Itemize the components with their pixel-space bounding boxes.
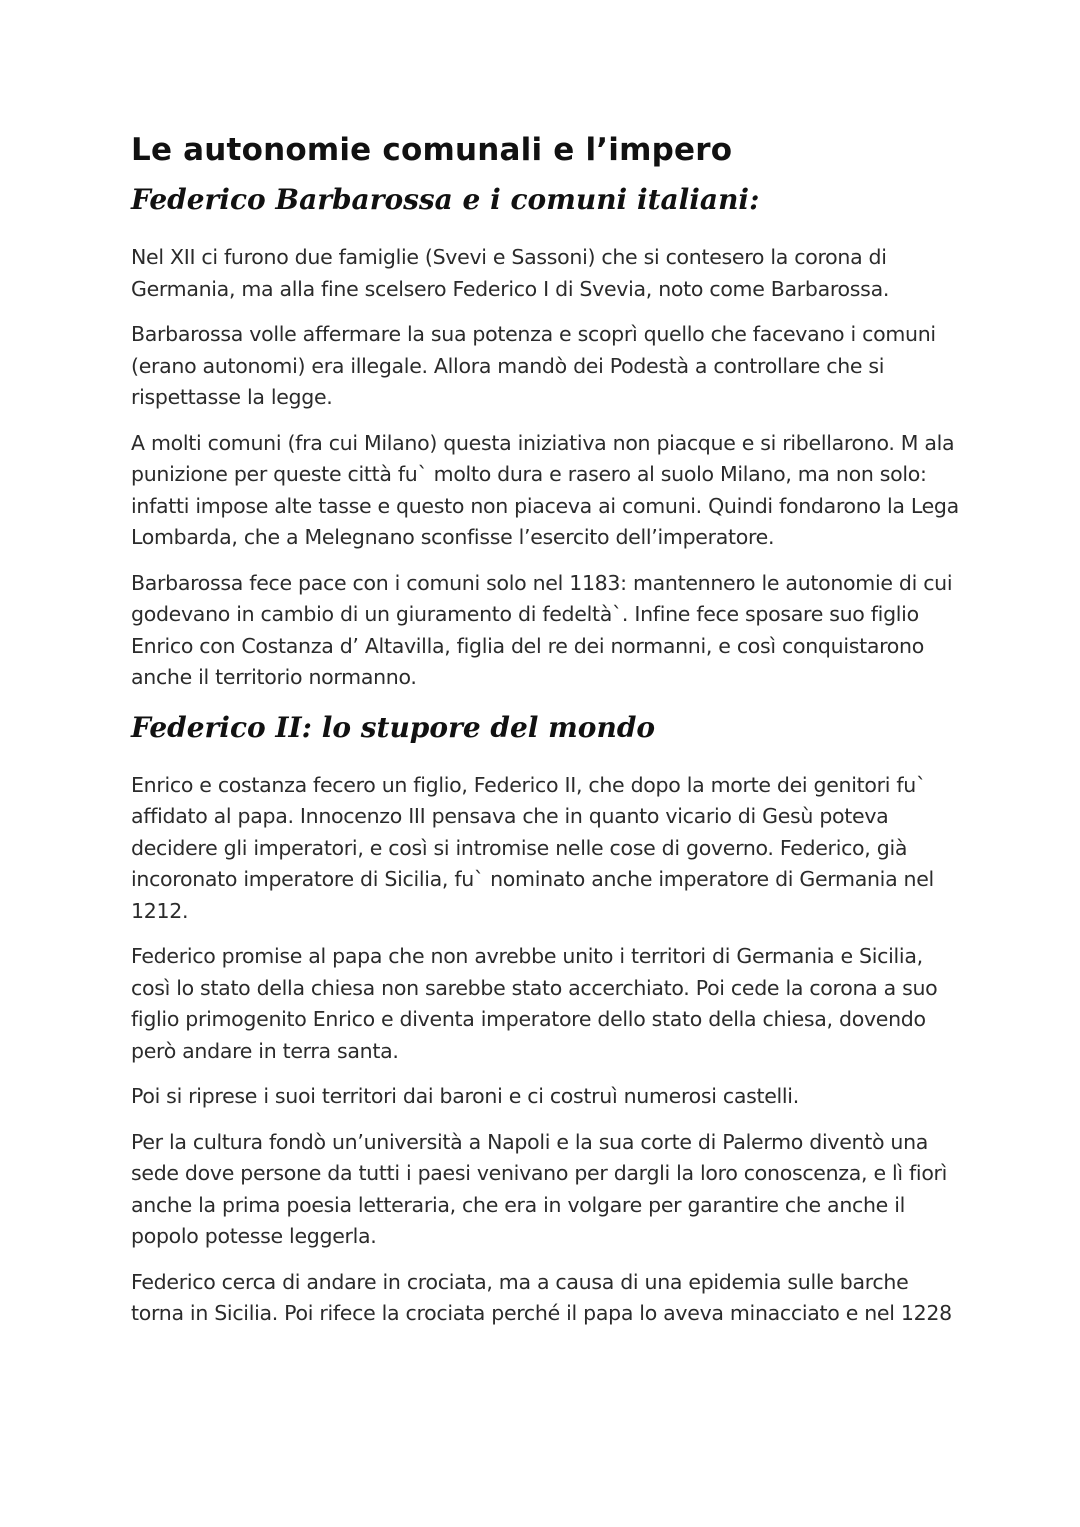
paragraph: Enrico e costanza fecero un figlio, Federico II, che dopo la morte dei genitori fu` affidato al papa. Innocenzo III pensava che in quanto vicario di Gesù poteva decidere gli imperatori, e così si intromise nelle cose di governo. Federico, già incoronato imperatore di Sicilia, fu` nominato anche imperatore di Germania nel 1212. bbox=[131, 772, 934, 923]
document-body bbox=[131, 128, 961, 1344]
paragraph: Barbarossa fece pace con i comuni solo nel 1183: mantennero le autonomie di cui godevano in cambio di un giuramento di fedeltà`. Infine fece sposare suo figlio Enrico con Costanza d’ Altavilla, figlia del re dei normanni, e così conquistarono anche il territorio normanno. bbox=[131, 570, 953, 689]
paragraph: Poi si riprese i suoi territori dai baroni e ci costruì numerosi castelli. bbox=[131, 1084, 799, 1108]
section-heading-federico-ii: Federico II: lo stupore del mondo bbox=[131, 710, 656, 744]
paragraph: Per la cultura fondò un’università a Napoli e la sua corte di Palermo diventò una sede dove persone da tutti i paesi venivano per dargli la loro conoscenza, e lì fiorì anche la prima poesia letteraria, che era in volgare per garantire che anche il popolo potesse leggerla. bbox=[131, 1129, 948, 1248]
paragraph: A molti comuni (fra cui Milano) questa iniziativa non piacque e si ribellarono. M ala punizione per queste città fu` molto dura e rasero al suolo Milano, ma non solo: infatti impose alte tasse e questo non piaceva ai comuni. Quindi fondarono la Lega Lombarda, che a Melegnano sconfisse l’esercito dell’imperatore. bbox=[131, 430, 959, 549]
page-title: Le autonomie comunali e l’impero bbox=[131, 132, 733, 168]
paragraph: Federico promise al papa che non avrebbe unito i territori di Germania e Sicilia, così lo stato della chiesa non sarebbe stato accerchiato. Poi cede la corona a suo figlio primogenito Enrico e diventa imperatore dello stato della chiesa, dovendo però andare in terra santa. bbox=[131, 944, 938, 1063]
paragraph: Nel XII ci furono due famiglie (Svevi e Sassoni) che si contesero la corona di Germania, ma alla fine scelsero Federico I di Svevia, noto come Barbarossa. bbox=[131, 245, 890, 301]
paragraph: Federico cerca di andare in crociata, ma a causa di una epidemia sulle barche torna in Sicilia. Poi rifece la crociata perché il papa lo aveva minacciato e nel 1228 bbox=[131, 1269, 952, 1325]
section-heading-barbarossa: Federico Barbarossa e i comuni italiani: bbox=[131, 183, 760, 216]
paragraph: Barbarossa volle affermare la sua potenza e scoprì quello che facevano i comuni (erano autonomi) era illegale. Allora mandò dei Podestà a controllare che si rispettasse la legge. bbox=[131, 322, 936, 409]
